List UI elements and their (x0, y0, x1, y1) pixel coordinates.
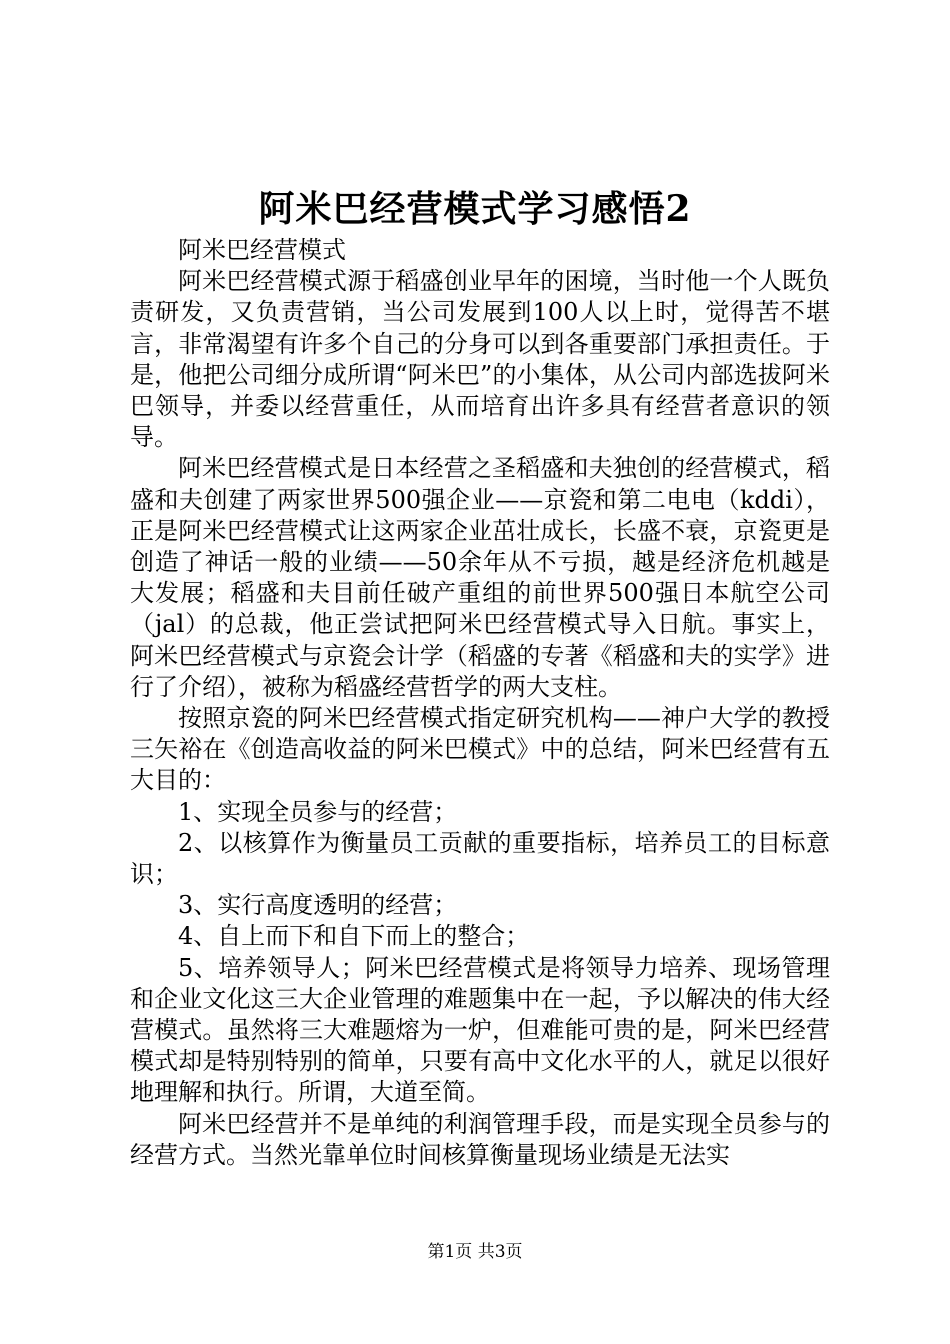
list-item: 1、实现全员参与的经营； (178, 797, 458, 826)
list-item: 5、培养领导人；阿米巴经营模式是将领导力培养、现场管理和企业文化这三大企业管理的难题集中在一起，予以解决的伟大经营模式。虽然将三大难题熔为一炉，但难能可贵的是，阿米巴经营模式却是特别特别的简单，只要有高中文化水平的人，就足以很好地理解和执行。所谓，大道至简。 (130, 953, 830, 1107)
paragraph: 阿米巴经营模式是日本经营之圣稻盛和夫独创的经营模式，稻盛和夫创建了两家世界500强企业——京瓷和第二电电（kddi），正是阿米巴经营模式让这两家企业茁壮成长，长盛不衰，京瓷更是创造了神话一般的业绩——50余年从不亏损，越是经济危机越是大发展；稻盛和夫目前任破产重组的前世界500强日本航空公司（jal）的总裁，他正尝试把阿米巴经营模式导入日航。事实上，阿米巴经营模式与京瓷会计学（稻盛的专著《稻盛和夫的实学》进行了介绍），被称为稻盛经营哲学的两大支柱。 (130, 454, 830, 701)
paragraph: 阿米巴经营模式 (178, 236, 346, 264)
page-footer: 第1页 共3页 (427, 1242, 523, 1262)
paragraph: 按照京瓷的阿米巴经营模式指定研究机构——神户大学的教授三矢裕在《创造高收益的阿米巴模式》中的总结，阿米巴经营有五大目的： (130, 704, 830, 795)
document-title: 阿米巴经营模式学习感悟2 (258, 188, 692, 230)
list-item: 2、以核算作为衡量员工贡献的重要指标，培养员工的目标意识； (130, 828, 830, 889)
paragraph: 阿米巴经营并不是单纯的利润管理手段，而是实现全员参与的经营方式。当然光靠单位时间核算衡量现场业绩是无法实 (130, 1109, 830, 1169)
document-body (130, 235, 830, 1171)
paragraph: 阿米巴经营模式源于稻盛创业早年的困境，当时他一个人既负责研发，又负责营销，当公司发展到100人以上时，觉得苦不堪言，非常渴望有许多个自己的分身可以到各重要部门承担责任。于是，他把公司细分成所谓“阿米巴”的小集体，从公司内部选拔阿米巴领导，并委以经营重任，从而培育出许多具有经营者意识的领导。 (130, 267, 830, 452)
list-item: 4、自上而下和自下而上的整合； (178, 922, 530, 951)
list-item: 3、实行高度透明的经营； (178, 891, 458, 920)
